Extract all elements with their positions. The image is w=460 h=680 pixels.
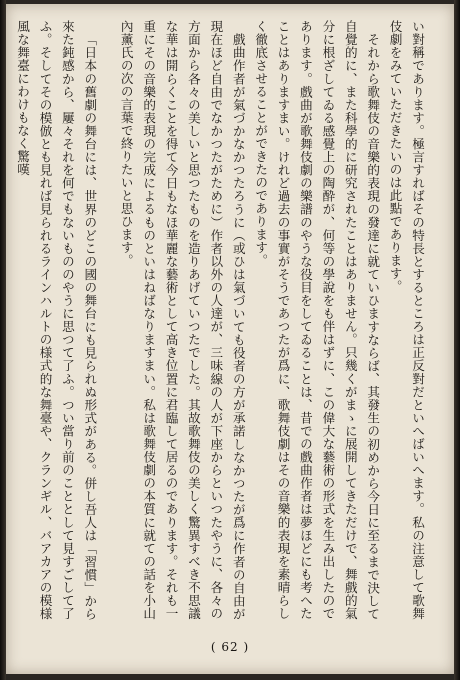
vertical-text-block bbox=[15, 20, 428, 620]
scan-edge-right bbox=[454, 0, 460, 680]
book-page bbox=[6, 4, 454, 674]
page-number: ( 62 ) bbox=[210, 640, 250, 654]
paragraph-4: 「日本の舊劇の舞台には、世界のどこの國の舞台にも見られぬ形式がある。併し吾人は「習慣」から來た鈍感から、屢々それを何でもないもののやうに思つて了ふ。つい當り前のこととして見すごして了ふ。そしてその模倣とも見れば見られるラインハルトの様式的な舞臺や、クランギル、バアカアの模様風な舞臺にわけもなく驚嘆 bbox=[15, 20, 98, 620]
paragraph-1: い對稱であります。極言すればその特長とするところは正反對だといへばいへます。私の注意して歌舞伎劇をみていただきたいのは此點であります。 bbox=[387, 20, 425, 620]
paragraph-2: それから歌舞伎の音樂的表現の發達に就ていひますならば、其發生の初めから今日に至るまで決して自覺的に、また科學的に研究されたことはありません。只幾くがまゝに展開してきただけで、舞戲的氣分に根ざしてゐる感覺上の陶酔が、何等の學說をも伴はずに、この偉大な藝術の形式を生み出したのであります。戲曲が歌舞伎劇の樂譜のやうな役目をしてゐることは、昔での戲曲作者は夢ほどにも考へたことはありますまい。けれど過去の事實がそうであつたが爲に、歌舞伎劇はその音樂的表現を素晴らしく徹底させることができたのであります。 bbox=[253, 20, 381, 620]
paragraph-3: 戲曲作者が氣づかなかつたろうに（或ひは氣づいても役者の方が承諾しなかつたが爲に作者の自由が現在ほど自由でなかつたがために）作者以外の人達が、三味線の人が下座からといつたやうに、各々の方面から各々の美しいと思つたものを造りあげていつたでした。其故歌舞伎の美しく驚異すべき不思議な華は開らくことを得て今日もなほ華麗な藝術として高き位置に君臨して居るのであります。それも一重にその音樂的表現の完成によるものといはねばなりますまい。私は歌舞伎劇の本質に就ての話を小山內薰氏の次の言葉で終りたいと思ひます。 bbox=[118, 20, 246, 620]
